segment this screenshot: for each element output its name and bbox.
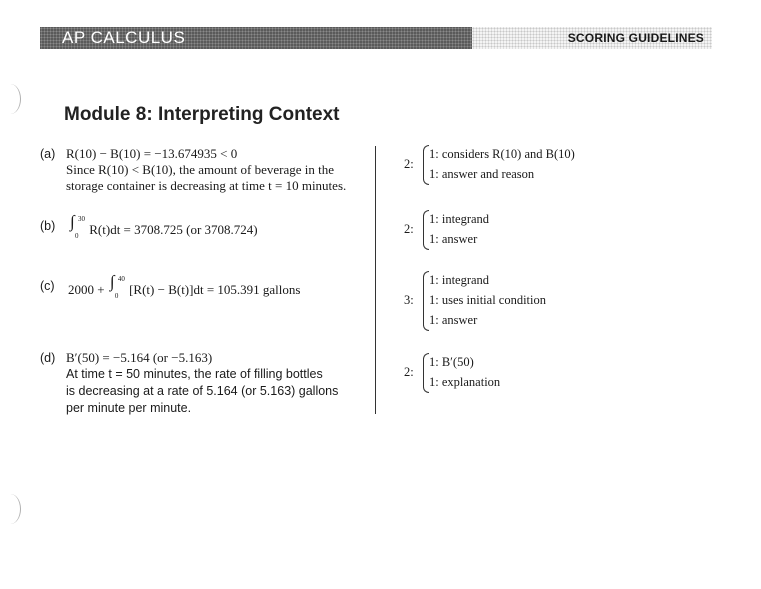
integral-lower-bound: 0: [114, 292, 119, 300]
points-total: 2:: [404, 157, 414, 171]
page-header: [40, 27, 712, 49]
header-section: SCORING GUIDELINES: [567, 31, 704, 45]
integral-upper-bound: 40: [117, 275, 125, 283]
part-label: (b): [40, 219, 56, 233]
header-subject-band: [40, 27, 472, 49]
solution-line: per minute per minute.: [66, 401, 192, 415]
criterion: 1: uses initial condition: [429, 293, 547, 307]
criterion: 1: answer and reason: [429, 167, 535, 181]
part-body: [66, 146, 346, 194]
page-title: Module 8: Interpreting Context: [64, 104, 340, 125]
margin-mark: [0, 84, 21, 114]
criterion: 1: considers R(10) and B(10): [429, 147, 575, 161]
criterion: 1: answer: [429, 313, 478, 327]
part-body: [68, 212, 258, 240]
integral-sign: ∫ 30 0: [68, 218, 86, 234]
criterion: 1: explanation: [429, 375, 501, 389]
solution-line: storage container is decreasing at time t = 10 minutes.: [66, 178, 347, 193]
scoring-criteria: [429, 144, 575, 184]
criterion: 1: answer: [429, 232, 478, 246]
integral-lower-bound: 0: [75, 232, 79, 240]
header-subject: AP CALCULUS: [62, 28, 186, 47]
integral-upper-bound: 30: [78, 215, 85, 223]
solution-expression: [R(t) − B(t)]dt = 105.391 gallons: [129, 282, 301, 297]
solution-line: R(10) − B(10) = −13.674935 < 0: [66, 146, 238, 161]
criterion: 1: integrand: [429, 273, 490, 287]
part-label: (a): [40, 147, 56, 161]
header-section-band: [472, 27, 712, 49]
solution-line: Since R(10) < B(10), the amount of beverage in the: [66, 162, 334, 177]
solution-expression: R(t)dt = 3708.725 (or 3708.724): [89, 222, 258, 237]
part-body: [68, 272, 301, 300]
part-body: [66, 350, 338, 417]
solution-line: B′(50) = −5.164 (or −5.163): [66, 350, 213, 365]
scoring-criteria: [429, 270, 546, 330]
solution-prefix: 2000 +: [68, 282, 105, 297]
scoring-criteria: [429, 209, 489, 249]
part-label: (c): [40, 279, 55, 293]
criterion: 1: integrand: [429, 212, 490, 226]
solution-line: At time t = 50 minutes, the rate of filling bottles: [66, 367, 323, 381]
points-total: 2:: [404, 222, 414, 236]
points-total: 2:: [404, 365, 414, 379]
column-divider: [375, 146, 376, 414]
margin-mark: [0, 494, 21, 524]
criterion: 1: B′(50): [429, 355, 474, 369]
part-label: (d): [40, 351, 56, 365]
scoring-criteria: [429, 352, 500, 392]
solution-line: is decreasing at a rate of 5.164 (or 5.163) gallons: [66, 384, 339, 398]
integral-sign: ∫ 40 0: [108, 278, 126, 294]
points-total: 3:: [404, 293, 414, 307]
